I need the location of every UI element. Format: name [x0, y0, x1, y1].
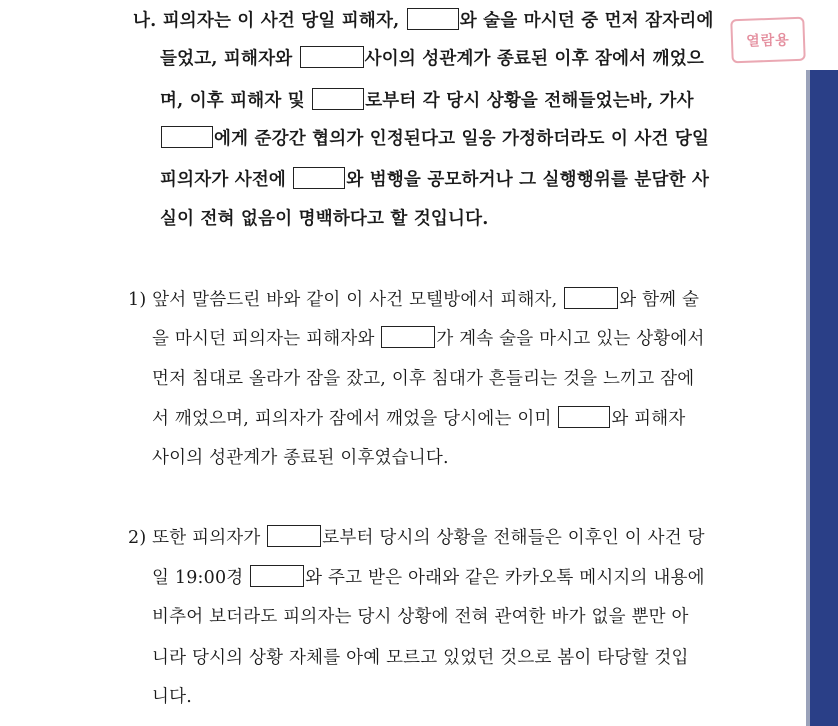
redaction-box: [558, 406, 610, 428]
item-2-line-2: [152, 565, 705, 590]
redaction-box: [267, 525, 321, 547]
text-segment: 와 함께 술: [619, 290, 700, 310]
section-na-line-3: [160, 88, 694, 113]
redaction-box: [564, 287, 618, 309]
text-segment: 로부터 각 당시 상황을 전해들었는바, 가사: [365, 91, 694, 111]
text-segment: 며, 이후 피해자 및: [160, 91, 305, 111]
text-segment: 2) 또한 피의자가: [128, 528, 261, 548]
redaction-box: [250, 565, 304, 587]
viewing-stamp: 열람용: [730, 17, 805, 64]
text-segment: 와 범행을 공모하거나 그 실행행위를 분담한 사: [346, 170, 710, 190]
item-1-line-3: 먼저 침대로 올라가 잠을 잤고, 이후 침대가 흔들리는 것을 느끼고 잠에: [152, 369, 695, 389]
text-segment: 나. 피의자는 이 사건 당일 피해자,: [133, 11, 400, 31]
item-1-line-4: [152, 406, 686, 431]
redaction-box: [381, 326, 435, 348]
item-1-line-5: 사이의 성관계가 종료된 이후였습니다.: [152, 448, 449, 468]
text-segment: 로부터 당시의 상황을 전해들은 이후인 이 사건 당: [322, 528, 705, 548]
text-segment: 와 술을 마시던 중 먼저 잠자리에: [459, 11, 714, 31]
text-segment: 1) 앞서 말씀드린 바와 같이 이 사건 모텔방에서 피해자,: [128, 290, 558, 310]
text-segment: 와 주고 받은 아래와 같은 카카오톡 메시지의 내용에: [305, 568, 705, 588]
text-segment: 와 피해자: [611, 409, 686, 429]
item-1-line-1: [128, 287, 699, 312]
redaction-box: [161, 126, 213, 148]
redaction-box: [300, 46, 364, 68]
redaction-box: [293, 167, 345, 189]
item-2-line-1: [128, 525, 705, 550]
redaction-box: [312, 88, 364, 110]
text-segment: 서 깨었으며, 피의자가 잠에서 깨었을 당시에는 이미: [152, 409, 552, 429]
item-1-line-2: [152, 326, 705, 351]
item-2-line-3: 비추어 보더라도 피의자는 당시 상황에 전혀 관여한 바가 없을 뿐만 아: [152, 607, 689, 627]
section-na-line-4: [160, 126, 709, 151]
section-na-line-1: [133, 8, 714, 33]
text-segment: 가 계속 술을 마시고 있는 상황에서: [436, 329, 705, 349]
text-segment: 을 마시던 피의자는 피해자와: [152, 329, 375, 349]
item-2-line-4: 니라 당시의 상황 자체를 아예 모르고 있었던 것으로 봄이 타당할 것입: [152, 648, 689, 668]
item-2-line-5: 니다.: [152, 687, 192, 707]
redaction-box: [407, 8, 459, 30]
section-na-line-2: [160, 46, 704, 71]
section-na-line-6: 실이 전혀 없음이 명백하다고 할 것입니다.: [160, 209, 489, 229]
text-segment: 피의자가 사전에: [160, 170, 287, 190]
text-segment: 사이의 성관계가 종료된 이후 잠에서 깨었으: [364, 49, 704, 69]
text-segment: 일 19:00경: [152, 568, 244, 588]
binder-spine: [810, 70, 838, 726]
text-segment: 들었고, 피해자와: [160, 49, 293, 69]
text-segment: 에게 준강간 협의가 인정된다고 일응 가정하더라도 이 사건 당일: [214, 129, 710, 149]
section-na-line-5: [160, 167, 709, 192]
